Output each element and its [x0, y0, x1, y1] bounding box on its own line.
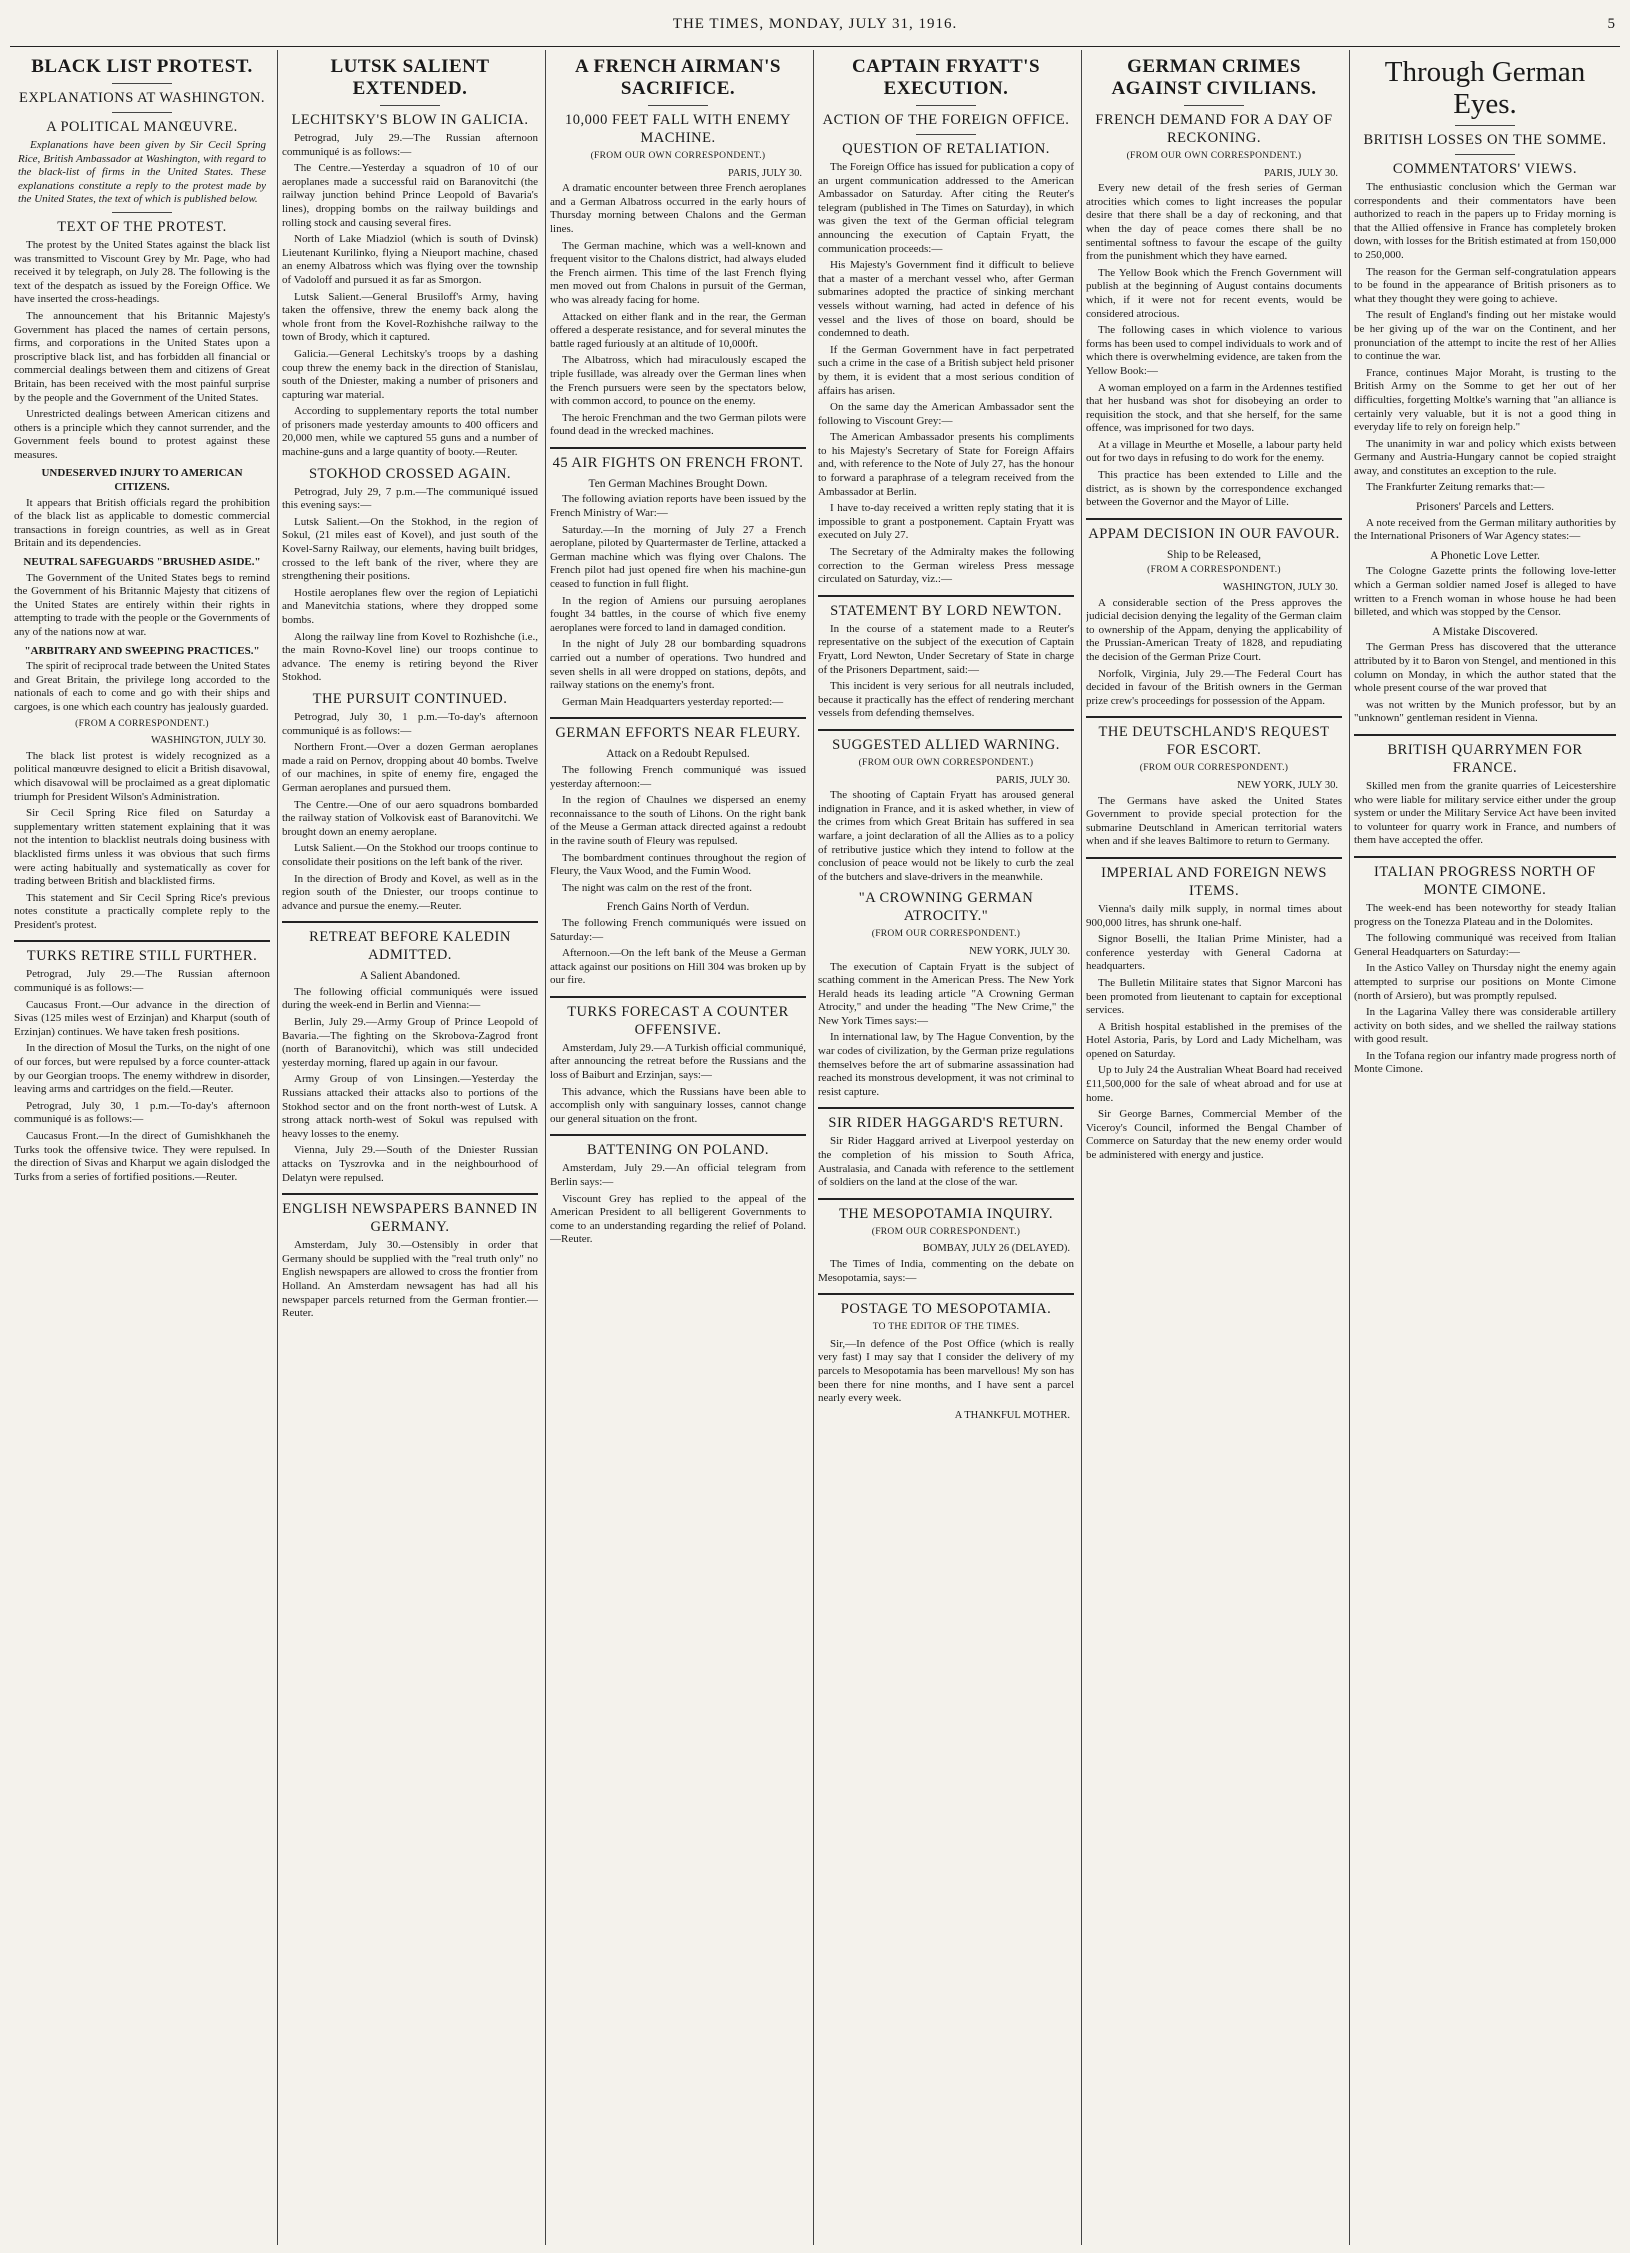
paragraph: Up to July 24 the Australian Wheat Board had received £11,500,000 for the sale of wheat abroad and for use at home. — [1086, 1064, 1342, 1104]
paragraph: The spirit of reciprocal trade between the United States and Great Britain, the privilege long accorded to the nationals of each to come and go with their ships and cargoes, is one which each country has jealously guarded. — [14, 660, 270, 713]
headline-stokhod-crossed: STOKHOD CROSSED AGAIN. — [308, 465, 512, 482]
column-1 — [14, 50, 270, 2245]
subheadline-explanations: EXPLANATIONS AT WASHINGTON. — [19, 90, 265, 106]
headline-german-crimes: GERMAN CRIMES AGAINST CIVILIANS. — [1111, 56, 1317, 99]
paragraph: Sir George Barnes, Commercial Member of the Viceroy's Council, informed the Bengal Chamber of Commerce on Saturday that the new enemy order would be administered with energy and justice. — [1086, 1108, 1342, 1162]
paragraph: A woman employed on a farm in the Ardennes testified that her husband was shot for disobeying an order to requisition the stock, and that she herself, for the same offence, was imprisoned for two days. — [1086, 381, 1342, 435]
headline-45-air-fights: 45 AIR FIGHTS ON FRENCH FRONT. — [552, 454, 804, 471]
paragraph: The American Ambassador presents his compliments to his Majesty's Secretary of State for Foreign Affairs and, with reference to the Note of July 27, has the honour to forward a paraphrase of a telegram received from the Ambassador at Berlin. — [818, 431, 1074, 498]
paragraph: The Secretary of the Admiralty makes the following correction to the German wireless Press message circulated on Saturday, viz.:— — [818, 546, 1074, 586]
headline-lord-newton: STATEMENT BY LORD NEWTON. — [830, 602, 1062, 619]
paragraph: In the night of July 28 our bombarding squadrons carried out a number of operations. Two hundred and seven shells in all were dropped on stations, depôts, and railway stations on the enemy's front. — [550, 638, 806, 692]
paragraph: The Germans have asked the United States Government to provide special protection for the submarine Deutschland in American territorial waters when and if she leaves Baltimore to return to Germany. — [1086, 794, 1342, 848]
paragraph: Petrograd, July 30, 1 p.m.—To-day's afternoon communiqué is as follows:— — [282, 710, 538, 737]
correspondent-credit: (FROM A CORRESPONDENT.) — [75, 718, 209, 729]
paragraph: Caucasus Front.—Our advance in the direction of Sivas (125 miles west of Erzinjan) and Kharput (south of Erzinjan) continues. We have taken fresh positions. — [14, 998, 270, 1038]
headline-german-efforts-fleury: GERMAN EFFORTS NEAR FLEURY. — [555, 725, 801, 742]
paragraph: It appears that British officials regard the prohibition of the black list as applicable to domestic commercial transactions in foreign countries, as well as in Great Britain and its dependencies. — [14, 496, 270, 550]
column-3 — [550, 50, 806, 2245]
subheadline-lechitsky: LECHITSKY'S BLOW IN GALICIA. — [291, 112, 529, 128]
section-retaliation: QUESTION OF RETALIATION. — [842, 141, 1050, 157]
paragraph: France, continues Major Moraht, is trusting to the British Army on the Somme to get her out of her difficulties, forgetting Moltke's warning that "an alliance is certainly very valuable, but it is not a good thing in everyday life to rely on foreign help." — [1354, 366, 1616, 434]
paragraph: In the direction of Mosul the Turks, on the night of one of our forces, but were repulsed by a force counter-attack by our Georgian troops. The enemy withdrew in disorder, leaving arms and cartridges on the field.—Reuter. — [14, 1042, 270, 1096]
paragraph: The Centre.—One of our aero squadrons bombarded the railway station of Volkovisk east of Baranovitchi. We brought down an enemy aeroplane. — [282, 798, 538, 838]
paragraph: Along the railway line from Kovel to Rozhishche (i.e., the main Rovno-Kovel line) our troops continue to advance. The enemy is retiring beyond the River Stokhod. — [282, 630, 538, 684]
subheading: French Gains North of Verdun. — [606, 901, 750, 914]
paragraph: Lutsk Salient.—On the Stokhod our troops continue to consolidate their positions on the left bank of the river. — [282, 842, 538, 868]
column-2 — [282, 50, 538, 2245]
headline-french-airman: A FRENCH AIRMAN'S SACRIFICE. — [575, 56, 781, 99]
correspondent-credit: (FROM A CORRESPONDENT.) — [1147, 565, 1281, 576]
correspondent-credit: (FROM OUR CORRESPONDENT.) — [1139, 763, 1289, 774]
paragraph: The Times of India, commenting on the debate on Mesopotamia, says:— — [818, 1258, 1074, 1284]
paragraph: Sir,—In defence of the Post Office (which is really very fast) I may say that I consider the delivery of my parcels to Mesopotamia has been marvellous! My son has been there for nine months, and I have sent a parcel nearly every week. — [818, 1337, 1074, 1405]
subheading: Attack on a Redoubt Repulsed. — [606, 748, 750, 761]
paragraph: Northern Front.—Over a dozen German aeroplanes made a raid on Pernov, dropping about 40 bombs. Twelve of our machines, in spite of enemy fire, engaged the German aeroplanes and pursued them. — [282, 741, 538, 794]
paragraph: Army Group of von Linsingen.—Yesterday the Russians attacked their attacks also to portions of the Stokhod sector and on the front north-west of Lutsk. A strong attack north-west of Sokul was repulsed with heavy losses to the enemy. — [282, 1073, 538, 1140]
section-political-manoeuvre: A POLITICAL MANŒUVRE. — [46, 119, 238, 135]
paragraph: In the direction of Brody and Kovel, as well as in the region south of the Dniester, our troops continue to advance and pursue the enemy.—Reuter. — [282, 872, 538, 912]
subheadline-foreign-office: ACTION OF THE FOREIGN OFFICE. — [822, 112, 1070, 128]
headline-postage-mesopotamia: POSTAGE TO MESOPOTAMIA. — [840, 1301, 1052, 1318]
subheading: Prisoners' Parcels and Letters. — [1415, 501, 1555, 514]
paragraph: I have to-day received a written reply stating that it is impossible to grant a postponement. Captain Fryatt was executed on July 27. — [818, 502, 1074, 542]
letter-heading: TO THE EDITOR OF THE TIMES. — [872, 1322, 1020, 1333]
paragraph: Every new detail of the fresh series of German atrocities which comes to light increases the popular desire that there shall be a day of reckoning, and that when the day of peace comes there shall be no sentimental softness to favour the escape of the guilty from the punishment which they have earned. — [1086, 182, 1342, 263]
paragraph: Sir Cecil Spring Rice filed on Saturday a supplementary written statement explaining that it was not the intention to blacklist neutrals doing business with blacklisted firms unless it was obvious that such firms were acting habitually and systematically as cover for trading between British and blacklisted firms. — [14, 807, 270, 888]
paragraph: The Government of the United States begs to remind the Government of his Britannic Majesty that citizens of the United States are entirely within their rights in attempting to trade with the people or the Governments of any of the nations now at war. — [14, 571, 270, 638]
paragraph: Galicia.—General Lechitsky's troops by a dashing coup threw the enemy back in the direction of Stanislau, south of the Dniester, making a number of prisoners and capturing war material. — [282, 347, 538, 401]
dateline: NEW YORK, JULY 30. — [969, 945, 1070, 957]
subheading: Ten German Machines Brought Down. — [588, 477, 768, 490]
paragraph: The following cases in which violence to various forms has been used to compel individuals to work and of which there is overwhelming evidence, are taken from the Yellow Book:— — [1086, 324, 1342, 377]
paragraph: The Centre.—Yesterday a squadron of 10 of our aeroplanes made a successful raid on Baranovitchi (the railway junction behind Prince Leopold of Bavaria's lines), dropping bombs on the railway buildings and rolling stock and causing several fires. — [282, 162, 538, 229]
paragraph: Hostile aeroplanes flew over the region of Lepiatichi and Manevitchia stations, where they dropped some bombs. — [282, 586, 538, 626]
column-6 — [1354, 50, 1616, 2245]
subheading: Ship to be Released, — [1167, 548, 1261, 561]
paragraph: The German machine, which was a well-known and frequent visitor to the Chalons district, had always eluded the French airmen. This time of the last French flying men moved out from Chalons in pursuit of the German, who was already facing for home. — [550, 239, 806, 306]
paragraph: This advance, which the Russians have been able to accomplish only with sanguinary losses, cannot change our general situation on the front. — [550, 1085, 806, 1125]
newspaper-columns — [10, 50, 1620, 2245]
headline-pursuit-continued: THE PURSUIT CONTINUED. — [312, 690, 508, 707]
paragraph: The reason for the German self-congratulation appears to be found in the appearance of British prisoners as to what they thought they were going to achieve. — [1354, 265, 1616, 305]
paragraph: In the Astico Valley on Thursday night the enemy again attempted to surprise our positions on Monte Cimone (north of Arsiero), but was promptly repulsed. — [1354, 962, 1616, 1002]
paragraph: Vienna's daily milk supply, in normal times about 900,000 litres, has shrunk one-half. — [1086, 902, 1342, 929]
article-intro: Explanations have been given by Sir Cecil Spring Rice, British Ambassador at Washington, with regard to the black-list of firms in the United States. These explanations constitute a reply to the protest made by the United States, the text of which is published below. — [18, 139, 266, 206]
paragraph: Amsterdam, July 29.—A Turkish official communiqué, after announcing the retreat before the Russians and the loss of Baiburt and Erzinjan, says:— — [550, 1041, 806, 1082]
paragraph: The following French communiqués were issued on Saturday:— — [550, 916, 806, 943]
dateline: BOMBAY, JULY 26 (DELAYED). — [922, 1243, 1070, 1255]
paragraph: Sir Rider Haggard arrived at Liverpool yesterday on the completion of his mission to South Africa, Australasia, and Canada with reference to the settlement of soldiers on the land at the close of the war. — [818, 1135, 1074, 1189]
headline-english-newspapers: ENGLISH NEWSPAPERS BANNED IN GERMANY. — [282, 1201, 538, 1236]
paragraph: Afternoon.—On the left bank of the Meuse a German attack against our positions on Hill 304 was broken up by our fire. — [550, 947, 806, 987]
paragraph: The following official communiqués were issued during the week-end in Berlin and Vienna:— — [282, 985, 538, 1012]
paragraph: The execution of Captain Fryatt is the subject of scathing comment in the American Press. The New York Herald heads its leading article "A Crowning German Atrocity," and under the heading "The New Crime," the New York Times says:— — [818, 960, 1074, 1027]
paragraph: In the Tofana region our infantry made progress north of Monte Cimone. — [1354, 1049, 1616, 1076]
paragraph: Skilled men from the granite quarries of Leicestershire who were liable for military service either under the group system or under the Military Service Act have been invited to volunteer for quarry work in France, and numbers of them have accepted the offer. — [1354, 779, 1616, 847]
paragraph: Vienna, July 29.—South of the Dniester Russian attacks on Tyszrovka and in the neighbourhood of Delatyn were repulsed. — [282, 1144, 538, 1184]
correspondent-credit: (FROM OUR OWN CORRESPONDENT.) — [858, 757, 1034, 768]
headline-crowning-atrocity: "A CROWNING GERMAN ATROCITY." — [858, 890, 1034, 925]
paragraph: Amsterdam, July 29.—An official telegram from Berlin says:— — [550, 1162, 806, 1189]
paragraph: At a village in Meurthe et Moselle, a labour party held out for two days in refusing to do work for the enemy. — [1086, 438, 1342, 465]
correspondent-credit: (FROM OUR OWN CORRESPONDENT.) — [1126, 151, 1302, 161]
subheadline-british-losses: BRITISH LOSSES ON THE SOMME. — [1363, 132, 1607, 148]
paragraph: The heroic Frenchman and the two German pilots were found dead in the wrecked machines. — [550, 411, 806, 438]
paragraph: The Bulletin Militaire states that Signor Marconi has been promoted from lieutenant to captain for exceptional services. — [1086, 976, 1342, 1017]
paragraph: A note received from the German military authorities by the International Prisoners of War Agency states:— — [1354, 516, 1616, 543]
headline-lutsk-salient: LUTSK SALIENT EXTENDED. — [330, 56, 490, 99]
paragraph: Petrograd, July 29, 7 p.m.—The communiqué issued this evening says:— — [282, 485, 538, 512]
paragraph: The following aviation reports have been issued by the French Ministry of War:— — [550, 493, 806, 520]
headline-captain-fryatt: CAPTAIN FRYATT'S EXECUTION. — [851, 56, 1041, 99]
headline-retreat-kaledin: RETREAT BEFORE KALEDIN ADMITTED. — [309, 929, 511, 964]
dateline: WASHINGTON, JULY 30. — [1222, 582, 1338, 594]
section-text-of-protest: TEXT OF THE PROTEST. — [57, 218, 227, 235]
paragraph: The following communiqué was received from Italian General Headquarters on Saturday:— — [1354, 932, 1616, 958]
paragraph: The result of England's finding out her mistake would be her giving up of the war on the Continent, and her pronunciation of the attempt to incite the rest of her Allies to continue the war. — [1354, 309, 1616, 363]
headline-mesopotamia-inquiry: THE MESOPOTAMIA INQUIRY. — [839, 1205, 1053, 1222]
paragraph: Lutsk Salient.—On the Stokhod, in the region of Sokul, (21 miles east of Kovel), and just south of the Kovel-Sarny Railway, our elements, having built bridges, crossed to the left bank of the river, where they are strengthening their positions. — [282, 515, 538, 583]
paragraph: Petrograd, July 29.—The Russian afternoon communiqué is as follows:— — [14, 968, 270, 995]
paragraph: Viscount Grey has replied to the appeal of the American President to all belligerent Governments to come to an understanding regarding the relief of Poland.—Reuter. — [550, 1192, 806, 1246]
paragraph: This practice has been extended to Lille and the district, as is shown by the correspondence exchanged between the Governor and the Mayor of Lille. — [1086, 469, 1342, 509]
masthead — [10, 6, 1620, 47]
paragraph: A British hospital established in the premises of the Hotel Astoria, Paris, by Lord and Lady Michelham, was opened on Saturday. — [1086, 1020, 1342, 1060]
paragraph: This statement and Sir Cecil Spring Rice's previous notes constitute a practically complete reply to the President's protest. — [14, 891, 270, 931]
correspondent-credit: (FROM OUR CORRESPONDENT.) — [871, 1226, 1021, 1237]
letter-signoff: A THANKFUL MOTHER. — [954, 1409, 1070, 1421]
paragraph: According to supplementary reports the total number of prisoners made yesterday amounts to 400 officers and 20,000 men, while we captured 55 guns and a number of machine-guns and a large quantity of booty.—Reuter. — [282, 405, 538, 459]
paragraph: The protest by the United States against the black list was transmitted to Viscount Grey by Mr. Page, who had received it by telegraph, on July 28. The following is the text of the despatch as issued by the Foreign Office. We have inserted the cross-headings. — [14, 238, 270, 306]
paragraph: The Cologne Gazette prints the following love-letter which a German soldier named Josef is alleged to have written to a French woman in whose house he had been billeted, and which was stopped by the Censor. — [1354, 565, 1616, 619]
dateline: PARIS, JULY 30. — [727, 167, 802, 179]
headline-deutschland-escort: THE DEUTSCHLAND'S REQUEST FOR ESCORT. — [1098, 724, 1330, 759]
dateline: PARIS, JULY 30. — [995, 774, 1070, 786]
dateline: NEW YORK, JULY 30. — [1237, 779, 1338, 791]
paragraph: The unanimity in war and policy which exists between Germany and Austria-Hungary cannot be copied straight away, and constitutes an exception to the rule. — [1354, 437, 1616, 477]
paragraph: The black list protest is widely recognized as a political manœuvre designed to elicit a British disavowal, which disavowal will be proclaimed as a great diplomatic triumph for President Wilson's Administration. — [14, 749, 270, 803]
section-commentators: COMMENTATORS' VIEWS. — [1392, 161, 1578, 177]
paragraph: The enthusiastic conclusion which the German war correspondents and their commentators have been authorized to reach in the papers up to Friday morning is that the Allied offensive in France has completely broken down, with losses for the British estimated at from 150,000 to 250,000. — [1354, 181, 1616, 261]
paragraph: The bombardment continues throughout the region of Fleury, the Vaux Wood, and the Fumin Wood. — [550, 851, 806, 878]
paragraph: Norfolk, Virginia, July 29.—The Federal Court has decided in favour of the British owners in the German prize crew's proceedings for possession of the Appam. — [1086, 667, 1342, 707]
correspondent-credit: (FROM OUR OWN CORRESPONDENT.) — [590, 151, 766, 161]
headline-appam-decision: APPAM DECISION IN OUR FAVOUR. — [1088, 525, 1340, 542]
paragraph: In the region of Chaulnes we dispersed an enemy reconnaissance to the south of Lihons. On the right bank of the Meuse a German attack directed against a redoubt in the ravine south of Fleury was repulsed. — [550, 794, 806, 847]
paragraph: Petrograd, July 30, 1 p.m.—To-day's afternoon communiqué is as follows:— — [14, 1099, 270, 1126]
paragraph: In international law, by The Hague Convention, by the war codes of civilization, by the German prize regulations themselves before the art of submarine assassination had reached its monstrous development, it was not criminal to resist capture. — [818, 1031, 1074, 1098]
paragraph: Attacked on either flank and in the rear, the German offered a desperate resistance, and for several minutes the battle raged furiously at an altitude of 10,000ft. — [550, 310, 806, 350]
paragraph: North of Lake Miadziol (which is south of Dvinsk) Lieutenant Kurilinko, flying a Nieuport machine, chased an enemy Albatross which was flying over the township of Vadoloff and pursued it as far as Smorgon. — [282, 233, 538, 286]
paragraph: Amsterdam, July 30.—Ostensibly in order that Germany should be supplied with the "real truth only" no English newspapers are allowed to cross the frontier from Holland. An Amsterdam newsagent has had all his newspaper parcels returned from the German frontier.—Reuter. — [282, 1239, 538, 1320]
paragraph: The German Press has discovered that the utterance attributed by it to Baron von Stengel, and mentioned in this column on Monday, in which the author stated that the whole present course of the war proved that — [1354, 641, 1616, 695]
headline-through-german-eyes: Through German Eyes. — [1384, 56, 1586, 120]
subheadline-day-of-reckoning: FRENCH DEMAND FOR A DAY OF RECKONING. — [1095, 112, 1333, 146]
paragraph: Berlin, July 29.—Army Group of Prince Leopold of Bavaria.—The fighting on the Skrobova-Zagrod front (north of Baranovitchi), which was still undecided yesterday morning, flared up again in our favour. — [282, 1016, 538, 1069]
paragraph: In the region of Amiens our pursuing aeroplanes fought 34 battles, in the course of which five enemy aeroplanes were forced to land in damaged condition. — [550, 594, 806, 634]
paragraph: The announcement that his Britannic Majesty's Government has placed the names of certain persons, firms, and corporations in the United States upon a proscriptive black list, and has forbidden all financial or commercial dealings between them and citizens of Great Britain, has been received with the most painful surprise by the people and the Government of the United States. — [14, 309, 270, 404]
headline-italian-progress: ITALIAN PROGRESS NORTH OF MONTE CIMONE. — [1374, 863, 1596, 898]
headline-imperial-foreign-news: IMPERIAL AND FOREIGN NEWS ITEMS. — [1101, 864, 1327, 899]
paragraph: The following French communiqué was issued yesterday afternoon:— — [550, 763, 806, 790]
headline-turks-retire: TURKS RETIRE STILL FURTHER. — [26, 948, 258, 965]
paragraph: Signor Boselli, the Italian Prime Minister, had a conference yesterday with General Cadorna at headquarters. — [1086, 933, 1342, 973]
cross-heading: NEUTRAL SAFEGUARDS "BRUSHED ASIDE." — [23, 556, 261, 569]
paragraph: Saturday.—In the morning of July 27 a French aeroplane, piloted by Quartermaster de Terline, attacked a German machine which was flying over Chalons. The French pilot had just opened fire when his machine-gun ceased to function in full flight. — [550, 523, 806, 591]
paragraph: The Frankfurter Zeitung remarks that:— — [1366, 481, 1545, 494]
paragraph: was not written by the Munich professor, but by an "unknown" gentleman resident in Vienna. — [1354, 698, 1616, 725]
headline-turks-forecast: TURKS FORECAST A COUNTER OFFENSIVE. — [567, 1003, 789, 1038]
headline-allied-warning: SUGGESTED ALLIED WARNING. — [832, 736, 1060, 753]
subheading: A Phonetic Love Letter. — [1430, 549, 1540, 562]
paragraph: Lutsk Salient.—General Brusiloff's Army, having taken the offensive, threw the enemy back along the whole front from the Kovel-Rozhishche railway to the town of Brody, which it captured. — [282, 290, 538, 344]
paragraph: The Albatross, which had miraculously escaped the triple fusillade, was already over the German lines when the French pursuers were seen by the spectators below, with common accord, to pounce on the enemy. — [550, 354, 806, 408]
cross-heading: "ARBITRARY AND SWEEPING PRACTICES." — [24, 644, 260, 657]
cross-heading: UNDESERVED INJURY TO AMERICAN CITIZENS. — [41, 467, 243, 494]
paragraph: Unrestricted dealings between American citizens and others is a principle which they cannot surrender, and the Government feels bound to protest against these measures. — [14, 408, 270, 461]
paragraph: The Foreign Office has issued for publication a copy of an urgent communication addressed to the American Ambassador on Saturday. After citing the Reuter's telegram (published in The Times on Saturday), in which was given the text of the German official telegram announcing the execution of Captain Fryatt, the communication proceeds:— — [818, 161, 1074, 255]
correspondent-credit: (FROM OUR CORRESPONDENT.) — [871, 929, 1021, 940]
newspaper-title-date: THE TIMES, MONDAY, JULY 31, 1916. — [672, 16, 958, 32]
page-number: 5 — [1607, 16, 1616, 32]
paragraph: Caucasus Front.—In the direct of Gumishkhaneh the Turks took the offensive twice. They were repulsed. In the direction of Sivas and Kharput we again dislodged the Turks from a series of fortified positions.—Reuter. — [14, 1130, 270, 1183]
headline-rider-haggard: SIR RIDER HAGGARD'S RETURN. — [828, 1115, 1064, 1132]
paragraph: The shooting of Captain Fryatt has aroused general indignation in France, and it is asked whether, in view of the crimes from which Great Britain has suffered in sea warfare, a joint declaration of all the Allies as to a policy of retributive justice which they intend to follow at the conclusion of peace would not be likely to curb the zeal of the butchers and slave-drivers in the meanwhile. — [818, 789, 1074, 883]
paragraph: This incident is very serious for all neutrals included, because it practically has the effect of rendering merchant vessels from defending themselves. — [818, 680, 1074, 720]
dateline: PARIS, JULY 30. — [1263, 167, 1338, 179]
paragraph: On the same day the American Ambassador sent the following to Viscount Grey:— — [818, 401, 1074, 427]
paragraph: In the Lagarina Valley there was considerable artillery activity on both sides, and we shelled the railway stations with good result. — [1354, 1006, 1616, 1046]
paragraph: Petrograd, July 29.—The Russian afternoon communiqué is as follows:— — [282, 132, 538, 158]
paragraph: A considerable section of the Press approves the judicial decision denying the legality of the German claim to ownership of the Appam, denying the applicability of the Prussian-American Treaty of 1828, and repudiating the decision of the German Prize Court. — [1086, 596, 1342, 663]
paragraph: In the course of a statement made to a Reuter's representative on the subject of the execution of Captain Fryatt, Lord Newton, Under Secretary of State in charge of the Prisoners Department, said:— — [818, 622, 1074, 676]
paragraph: A dramatic encounter between three French aeroplanes and a German Albatross occurred in the early hours of Thursday morning between Chalons and the German lines. — [550, 182, 806, 235]
headline-battening-on-poland: BATTENING ON POLAND. — [587, 1142, 769, 1159]
column-5 — [1086, 50, 1342, 2245]
column-4 — [818, 50, 1074, 2245]
dateline: WASHINGTON, JULY 30. — [150, 735, 266, 747]
subheading: A Salient Abandoned. — [359, 970, 461, 983]
paragraph: His Majesty's Government find it difficult to believe that a master of a merchant vessel who, after German submarines adopted the practice of sinking merchant vessels without warning, had acted in defence of his vessel and the lives of those on board, should be condemned to death. — [818, 259, 1074, 340]
paragraph: German Main Headquarters yesterday reported:— — [562, 695, 784, 708]
subheading: A Mistake Discovered. — [1432, 625, 1538, 638]
headline-black-list-protest: BLACK LIST PROTEST. — [31, 56, 253, 77]
headline-british-quarrymen: BRITISH QUARRYMEN FOR FRANCE. — [1387, 741, 1583, 776]
paragraph: The Yellow Book which the French Government will publish at the beginning of August contains documents which, if it were not for recent events, would be considered atrocious. — [1086, 266, 1342, 320]
paragraph: If the German Government have in fact perpetrated such a crime in the case of a British subject held prisoner by them, it is evident that a most serious condition of affairs has arisen. — [818, 343, 1074, 397]
subheadline-10000-feet: 10,000 FEET FALL WITH ENEMY MACHINE. — [564, 112, 791, 146]
paragraph: The week-end has been noteworthy for steady Italian progress on the Tonezza Plateau and in the Dolomites. — [1354, 901, 1616, 928]
paragraph: The night was calm on the rest of the front. — [562, 881, 753, 894]
